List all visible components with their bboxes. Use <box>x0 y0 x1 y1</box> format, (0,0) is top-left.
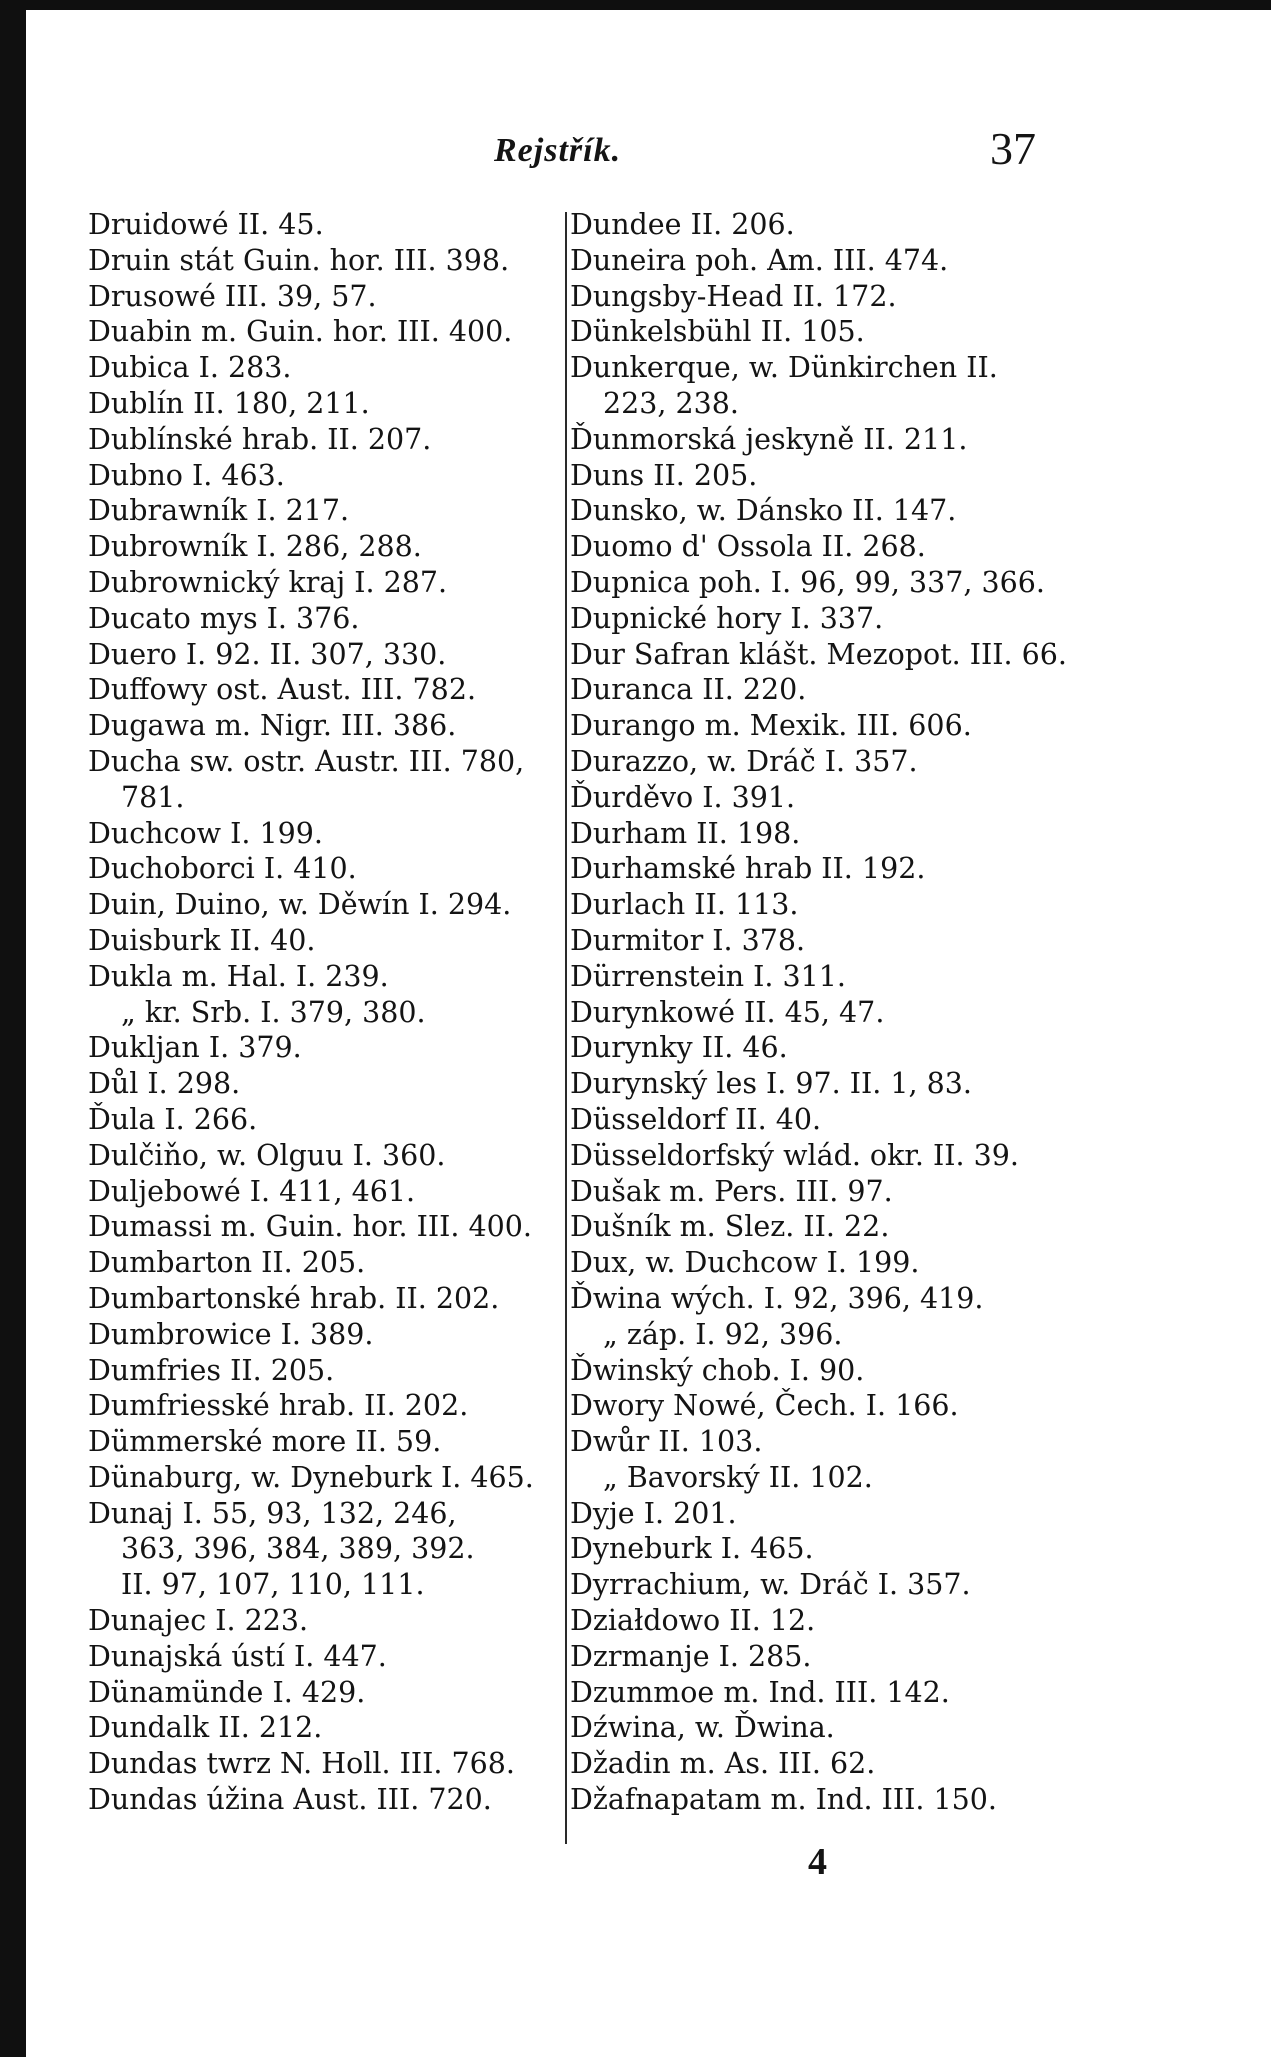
index-entry: Dupnica poh. I. 96, 99, 337, 366. <box>570 565 1045 599</box>
index-entry: Dušak m. Pers. III. 97. <box>570 1174 893 1208</box>
index-entry: Dublínské hrab. II. 207. <box>88 422 432 456</box>
index-entry: Ďurděvo I. 391. <box>570 780 796 814</box>
index-entry-continuation: „ záp. I. 92, 396. <box>603 1317 843 1351</box>
index-entry: Dumassi m. Guin. hor. III. 400. <box>88 1210 532 1244</box>
index-entry: Duchoborci I. 410. <box>88 852 357 886</box>
index-entry: Durazzo, w. Dráč I. 357. <box>570 744 918 778</box>
index-entry: Dzrmanje I. 285. <box>570 1639 812 1673</box>
index-entry: Dunkerque, w. Dünkirchen II. <box>570 351 998 385</box>
index-entry: Dyje I. 201. <box>570 1496 737 1530</box>
index-entry: Dwůr II. 103. <box>570 1425 763 1459</box>
index-column-left <box>88 207 558 1818</box>
index-entry: Dur Safran klášt. Mezopot. III. 66. <box>570 637 1067 671</box>
index-entry-continuation: „ Bavorský II. 102. <box>603 1460 873 1494</box>
index-entry-continuation: 781. <box>121 780 185 814</box>
index-entry: Dušník m. Slez. II. 22. <box>570 1210 890 1244</box>
index-entry: Duisburk II. 40. <box>88 923 316 957</box>
index-entry: Duomo d' Ossola II. 268. <box>570 530 926 564</box>
index-entry: Duljebowé I. 411, 461. <box>88 1174 416 1208</box>
index-entry: Durynský les I. 97. II. 1, 83. <box>570 1067 972 1101</box>
index-entry: Dünkelsbühl II. 105. <box>570 315 865 349</box>
index-entry: Dubrawník I. 217. <box>88 494 350 528</box>
index-entry-continuation: 363, 396, 384, 389, 392. <box>121 1532 475 1566</box>
index-entry: Duranca II. 220. <box>570 673 807 707</box>
index-entry: Dyneburk I. 465. <box>570 1532 814 1566</box>
index-entry: Duin, Duino, w. Děwín I. 294. <box>88 888 512 922</box>
index-entry: Ďula I. 266. <box>88 1102 258 1136</box>
index-entry: Dugawa m. Nigr. III. 386. <box>88 709 457 743</box>
index-entry: Dux, w. Duchcow I. 199. <box>570 1246 920 1280</box>
running-header: Rejstřík. <box>494 132 622 169</box>
index-entry: Ďunmorská jeskyně II. 211. <box>570 422 968 456</box>
index-entry: Dundas úžina Aust. III. 720. <box>88 1783 492 1817</box>
index-entry-continuation: 223, 238. <box>603 386 739 420</box>
index-entry: Ducato mys I. 376. <box>88 601 360 635</box>
index-entry: Dubrownický kraj I. 287. <box>88 565 448 599</box>
index-entry: Dubica I. 283. <box>88 351 292 385</box>
index-entry: Dünamünde I. 429. <box>88 1675 366 1709</box>
index-entry: Duffowy ost. Aust. III. 782. <box>88 673 477 707</box>
index-entry-continuation: „ kr. Srb. I. 379, 380. <box>121 995 426 1029</box>
index-column-right <box>570 207 1070 1818</box>
index-entry: Ducha sw. ostr. Austr. III. 780, <box>88 744 525 778</box>
index-entry: Dubrowník I. 286, 288. <box>88 530 422 564</box>
index-entry: Dürrenstein I. 311. <box>570 959 846 993</box>
index-entry: Dwory Nowé, Čech. I. 166. <box>570 1389 959 1423</box>
index-entry: Dupnické hory I. 337. <box>570 601 884 635</box>
index-entry: Düsseldorfský wlád. okr. II. 39. <box>570 1138 1019 1172</box>
index-entry: Dunaj I. 55, 93, 132, 246, <box>88 1496 457 1530</box>
index-entry: Džadin m. As. III. 62. <box>570 1747 876 1781</box>
index-entry: Durynky II. 46. <box>570 1031 788 1065</box>
index-entry: Dumfries II. 205. <box>88 1353 335 1387</box>
index-entry: Dulčiňo, w. Olguu I. 360. <box>88 1138 446 1172</box>
index-entry: Důl I. 298. <box>88 1067 241 1101</box>
index-entry: Dümmerské more II. 59. <box>88 1425 442 1459</box>
index-entry: Dukla m. Hal. I. 239. <box>88 959 389 993</box>
index-entry: Dublín II. 180, 211. <box>88 386 370 420</box>
index-entry: Džafnapatam m. Ind. III. 150. <box>570 1783 997 1817</box>
index-entry: Dumbarton II. 205. <box>88 1246 366 1280</box>
index-entry: Druin stát Guin. hor. III. 398. <box>88 243 510 277</box>
index-entry: Dundee II. 206. <box>570 208 795 241</box>
index-entry: Dunajec I. 223. <box>88 1604 309 1638</box>
index-entry: Ďwina wých. I. 92, 396, 419. <box>570 1281 984 1315</box>
index-entry: Dźwina, w. Ďwina. <box>570 1711 835 1745</box>
index-entry: Durango m. Mexik. III. 606. <box>570 709 972 743</box>
page-number: 37 <box>990 123 1036 174</box>
index-entry: Dundalk II. 212. <box>88 1711 323 1745</box>
index-entry: Dunsko, w. Dánsko II. 147. <box>570 494 957 528</box>
index-entry: Durhamské hrab II. 192. <box>570 852 926 886</box>
index-entry: Dumfriesské hrab. II. 202. <box>88 1389 469 1423</box>
index-entry: Dzummoe m. Ind. III. 142. <box>570 1675 950 1709</box>
index-entry: Duneira poh. Am. III. 474. <box>570 243 949 277</box>
index-entry: Ďwinský chob. I. 90. <box>570 1353 865 1387</box>
index-entry: Działdowo II. 12. <box>570 1604 816 1638</box>
index-entry: Drusowé III. 39, 57. <box>88 279 377 313</box>
index-entry: Durham II. 198. <box>570 816 801 850</box>
index-entry: Duero I. 92. II. 307, 330. <box>88 637 447 671</box>
index-entry: Durynkowé II. 45, 47. <box>570 995 885 1029</box>
index-entry: Dumbartonské hrab. II. 202. <box>88 1281 500 1315</box>
index-entry-continuation: II. 97, 107, 110, 111. <box>121 1568 425 1602</box>
index-entry: Dyrrachium, w. Dráč I. 357. <box>570 1568 971 1602</box>
index-entry: Druidowé II. 45. <box>88 208 324 241</box>
index-entry: Dukljan I. 379. <box>88 1031 302 1065</box>
index-entry: Duabin m. Guin. hor. III. 400. <box>88 315 513 349</box>
index-entry: Dünaburg, w. Dyneburk I. 465. <box>88 1460 534 1494</box>
index-entry: Dungsby-Head II. 172. <box>570 279 897 313</box>
scan-edge-left <box>0 0 26 2057</box>
index-entry: Dubno I. 463. <box>88 458 285 492</box>
index-entry: Durmitor I. 378. <box>570 923 806 957</box>
column-divider <box>565 212 567 1844</box>
index-entry: Duchcow I. 199. <box>88 816 323 850</box>
index-entry: Dundas twrz N. Holl. III. 768. <box>88 1747 515 1781</box>
index-entry: Düsseldorf II. 40. <box>570 1102 822 1136</box>
signature-mark: 4 <box>808 1841 827 1883</box>
index-entry: Durlach II. 113. <box>570 888 799 922</box>
index-entry: Dumbrowice I. 389. <box>88 1317 374 1351</box>
index-entry: Duns II. 205. <box>570 458 758 492</box>
scan-edge-top <box>0 0 1271 10</box>
index-entry: Dunajská ústí I. 447. <box>88 1639 387 1673</box>
